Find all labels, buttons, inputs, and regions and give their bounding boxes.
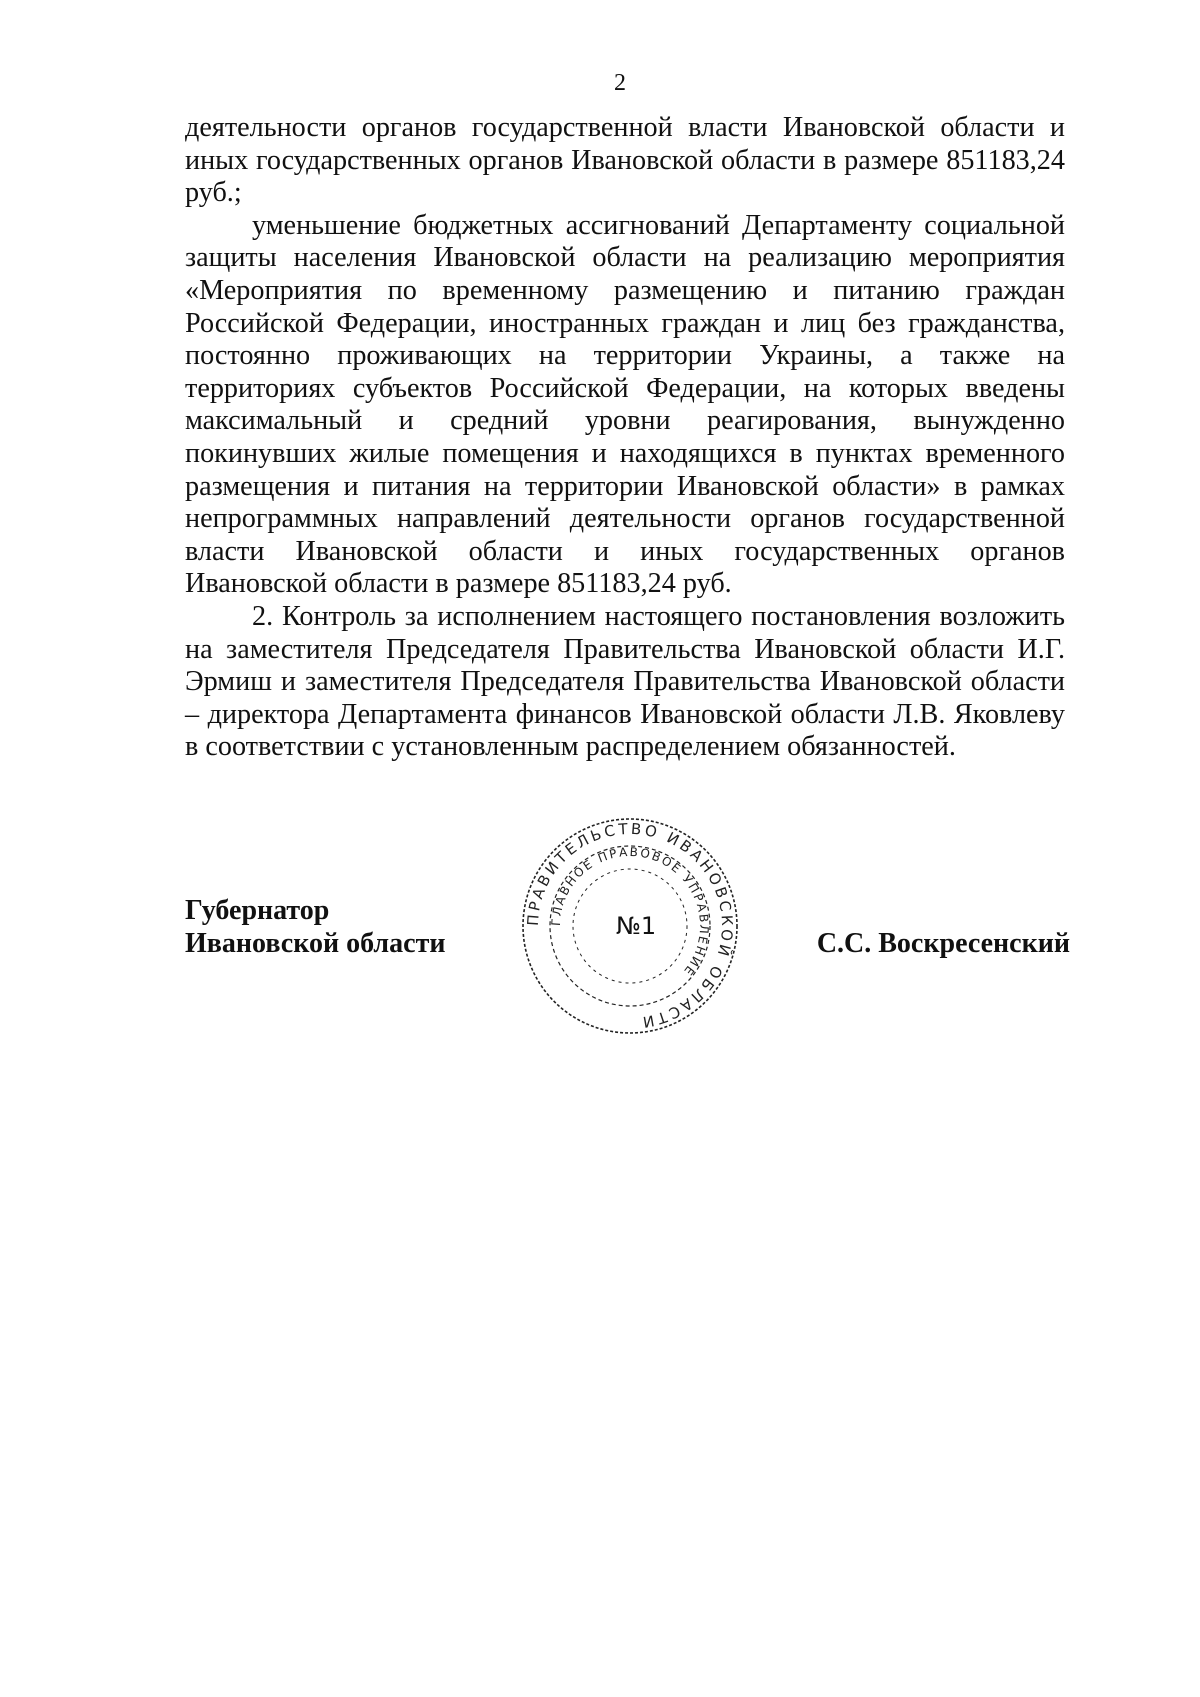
signatory-position-line1: Губернатор bbox=[185, 895, 330, 926]
page-number: 2 bbox=[614, 70, 626, 96]
document-body bbox=[185, 112, 1065, 764]
paragraph-budget-reduction: уменьшение бюджетных ассигнований Департаменту социальной защиты населения Ивановской области на реализацию мероприятия «Мероприятия по временному размещению и питанию граждан Российской Федерации, иностранных граждан и лиц без гражданства, постоянно проживающих на территории Украины, а также на территориях субъектов Российской Федерации, на которых введены максимальный и средний уровни реагирования, вынужденно покинувших жилые помещения и находящихся в пунктах временного размещения и питания на территории Ивановской области» в рамках непрограммных направлений деятельности органов государственной власти Ивановской области и иных государственных органов Ивановской области в размере 851183,24 руб. bbox=[185, 209, 1065, 600]
paragraph-control-clause: 2. Контроль за исполнением настоящего постановления возложить на заместителя Председателя Правительства Ивановской области И.Г. Эрмиш и заместителя Председателя Правительства Ивановской области – директора Департамента финансов Ивановской области Л.В. Яковлеву в соответствии с установленным распределением обязанностей. bbox=[185, 600, 1065, 763]
paragraph-continuation: деятельности органов государственной власти Ивановской области и иных государственных органов Ивановской области в размере 851183,24 руб.; bbox=[185, 112, 1065, 209]
signatory-position bbox=[185, 894, 445, 960]
seal-outer-text: ПРАВИТЕЛЬСТВО ИВАНОВСКОЙ ОБЛАСТИ bbox=[523, 819, 737, 1032]
seal-number: №1 bbox=[615, 912, 657, 940]
official-seal-stamp bbox=[520, 816, 740, 1036]
signatory-position-line2: Ивановской области bbox=[185, 928, 446, 959]
signatory-name: С.С. Воскресенский bbox=[816, 928, 1070, 959]
seal-inner-text: ГЛАВНОЕ ПРАВОВОЕ УПРАВЛЕНИЕ bbox=[548, 844, 712, 980]
